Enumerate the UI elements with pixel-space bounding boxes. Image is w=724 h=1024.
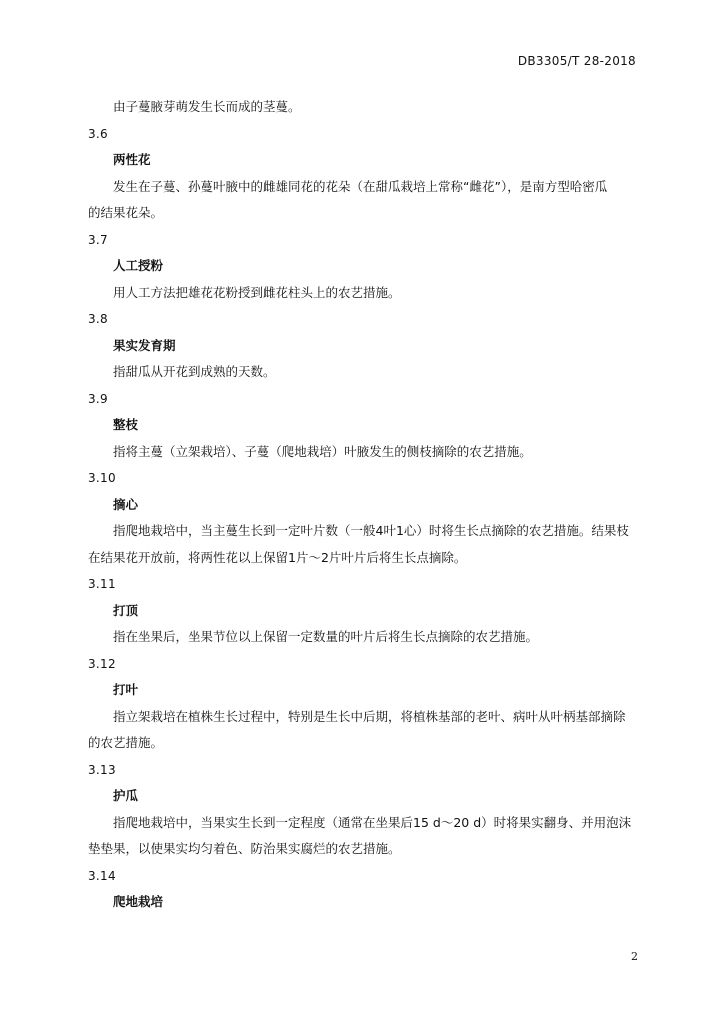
term-title: 人工授粉 — [113, 258, 164, 273]
clause-number: 3.11 — [88, 577, 116, 591]
definition-line: 垫垫果，以使果实均匀着色、防治果实腐烂的农艺措施。 — [88, 841, 401, 856]
term-title: 两性花 — [113, 152, 151, 167]
clause-number: 3.14 — [88, 868, 116, 883]
clause-number: 3.12 — [88, 656, 116, 671]
term-entry — [88, 571, 638, 651]
term-entry — [88, 465, 638, 571]
term-entry — [88, 121, 638, 227]
definition-line: 指立架栽培在植株生长过程中，特别是生长中后期，将植株基部的老叶、病叶从叶柄基部摘除 — [113, 708, 626, 724]
clause-number: 3.8 — [88, 312, 108, 326]
term-entry — [88, 863, 638, 916]
clause-number: 3.7 — [88, 232, 108, 247]
term-entry — [88, 306, 638, 386]
continuation-text: 由子蔓腋芽萌发生长而成的茎蔓。 — [113, 99, 301, 114]
definition-line: 的农艺措施。 — [88, 735, 164, 750]
term-definitions — [88, 121, 638, 916]
definition-line: 指在坐果后，坐果节位以上保留一定数量的叶片后将生长点摘除的农艺措施。 — [113, 629, 539, 644]
definition-line: 的结果花朵。 — [88, 205, 164, 220]
term-entry — [88, 386, 638, 466]
term-entry — [88, 757, 638, 863]
clause-number: 3.13 — [88, 762, 116, 777]
term-title: 果实发育期 — [113, 337, 176, 353]
definition-line: 指将主蔓（立架栽培）、子蔓（爬地栽培）叶腋发生的侧枝摘除的农艺措施。 — [113, 443, 532, 459]
definition-line: 指爬地栽培中，当主蔓生长到一定叶片数（一般4叶1心）时将生长点摘除的农艺措施。结果枝 — [113, 523, 629, 538]
term-title: 打叶 — [113, 682, 139, 697]
definition-line: 在结果花开放前，将两性花以上保留1片～2片叶片后将生长点摘除。 — [88, 549, 467, 565]
term-title: 摘心 — [113, 496, 139, 512]
page-number: 2 — [631, 950, 638, 963]
definition-line: 指甜瓜从开花到成熟的天数。 — [113, 364, 276, 379]
clause-number: 3.6 — [88, 126, 108, 141]
term-title: 护瓜 — [113, 788, 139, 803]
document-code: DB3305/T 28-2018 — [517, 54, 636, 68]
term-title: 整枝 — [113, 417, 139, 432]
document-body — [88, 94, 638, 916]
term-title: 打顶 — [113, 602, 139, 618]
term-entry — [88, 227, 638, 307]
definition-line: 发生在子蔓、孙蔓叶腋中的雌雄同花的花朵（在甜瓜栽培上常称“雌花”），是南方型哈密瓜 — [113, 178, 608, 194]
definition-line: 用人工方法把雄花花粉授到雌花柱头上的农艺措施。 — [113, 284, 401, 300]
clause-number: 3.9 — [88, 391, 108, 406]
term-title: 爬地栽培 — [113, 894, 164, 909]
definition-line: 指爬地栽培中，当果实生长到一定程度（通常在坐果后15 d～20 d）时将果实翻身、并用泡沫 — [113, 814, 632, 830]
clause-number: 3.10 — [88, 471, 116, 485]
term-entry — [88, 651, 638, 757]
